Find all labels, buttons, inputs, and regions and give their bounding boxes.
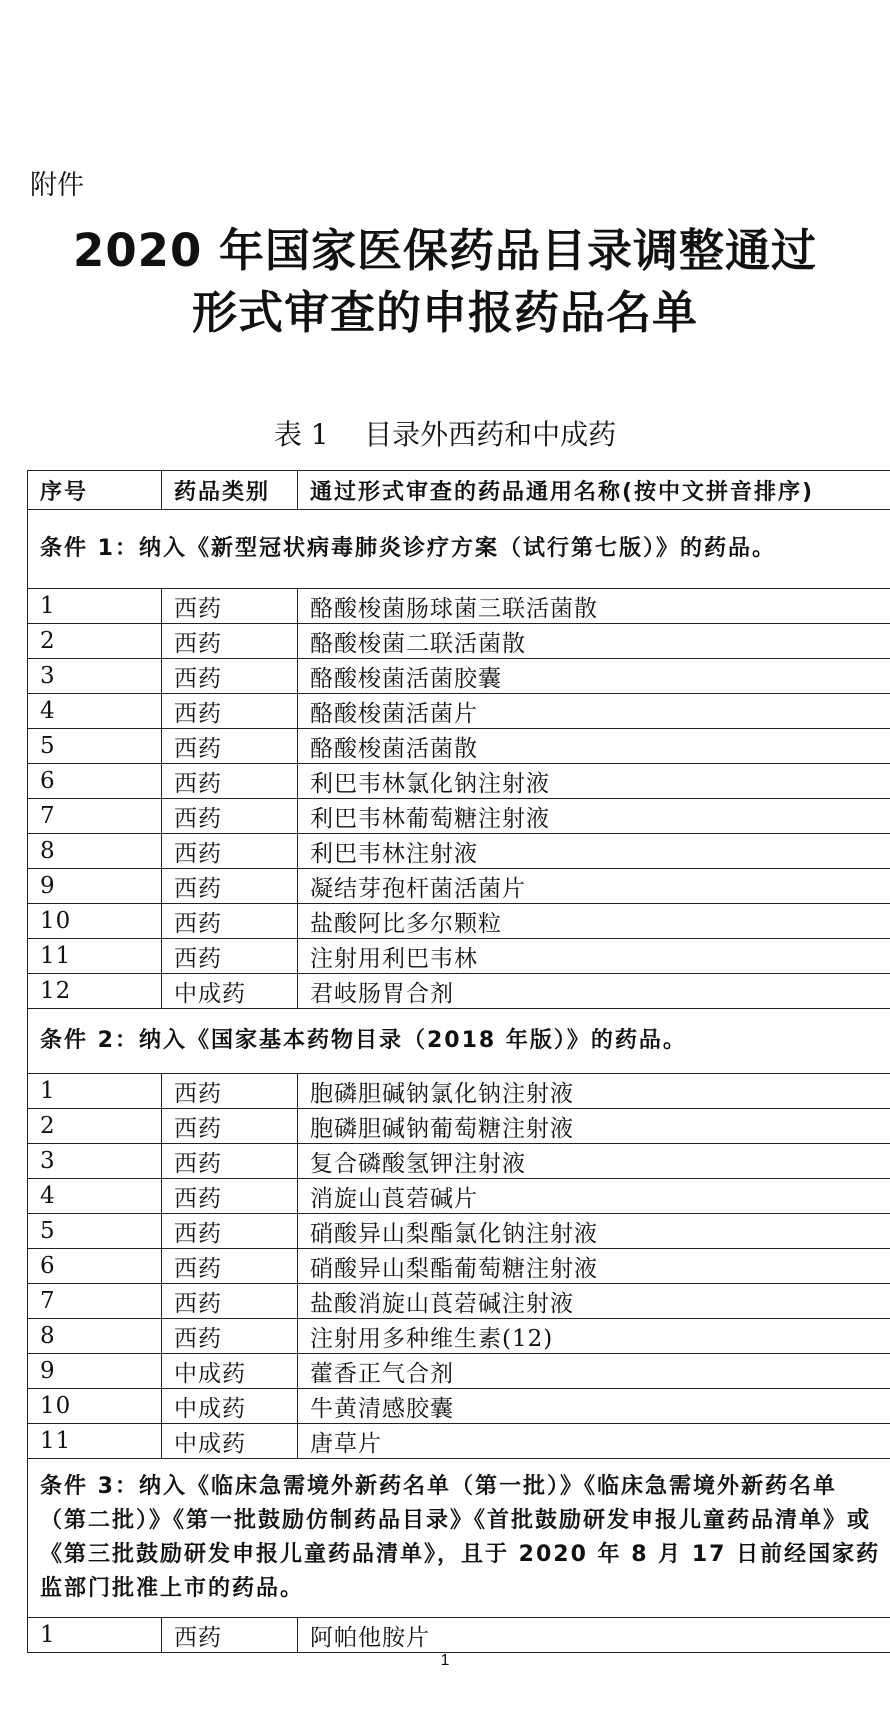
cell-drug-category: 西药 xyxy=(162,589,298,624)
cell-drug-category: 中成药 xyxy=(162,974,298,1009)
cell-drug-name: 唐草片 xyxy=(298,1424,890,1459)
table-row xyxy=(28,1144,890,1179)
cell-drug-category: 西药 xyxy=(162,904,298,939)
header-serial-number: 序号 xyxy=(28,471,162,510)
cell-drug-name: 消旋山莨菪碱片 xyxy=(298,1179,890,1214)
cell-serial-number: 12 xyxy=(28,974,162,1009)
cell-drug-name: 酪酸梭菌活菌片 xyxy=(298,694,890,729)
cell-drug-category: 西药 xyxy=(162,1249,298,1284)
cell-drug-name: 胞磷胆碱钠葡萄糖注射液 xyxy=(298,1109,890,1144)
cell-drug-name: 注射用多种维生素(12) xyxy=(298,1319,890,1354)
cell-serial-number: 9 xyxy=(28,1354,162,1389)
title-line-2: 形式审查的申报药品名单 xyxy=(191,286,698,339)
cell-drug-name: 盐酸消旋山莨菪碱注射液 xyxy=(298,1284,890,1319)
cell-serial-number: 9 xyxy=(28,869,162,904)
table-row xyxy=(28,834,890,869)
condition-2-text: 条件 2：纳入《国家基本药物目录（2018 年版）》的药品。 xyxy=(28,1009,890,1074)
table-row xyxy=(28,1319,890,1354)
cell-serial-number: 2 xyxy=(28,1109,162,1144)
document-title xyxy=(0,220,890,344)
cell-serial-number: 5 xyxy=(28,1214,162,1249)
cell-drug-category: 西药 xyxy=(162,1179,298,1214)
cell-drug-category: 西药 xyxy=(162,764,298,799)
table-caption: 表 1 目录外西药和中成药 xyxy=(273,418,617,451)
page-number: 1 xyxy=(440,1652,450,1669)
cell-drug-name: 君岐肠胃合剂 xyxy=(298,974,890,1009)
condition-3-row xyxy=(28,1459,890,1618)
cell-drug-category: 西药 xyxy=(162,1074,298,1109)
cell-drug-category: 西药 xyxy=(162,1214,298,1249)
table-row xyxy=(28,1179,890,1214)
condition-3-text: 条件 3：纳入《临床急需境外新药名单（第一批）》《临床急需境外新药名单（第二批）》《第一批鼓励仿制药品目录》《首批鼓励研发申报儿童药品清单》或《第三批鼓励研发申报儿童药品清单》，且于 2020 年 8 月 17 日前经国家药监部门批准上市的药品。 xyxy=(28,1459,890,1618)
table-header-row xyxy=(28,471,890,510)
title-line-1: 2020 年国家医保药品目录调整通过 xyxy=(73,224,817,277)
cell-drug-category: 西药 xyxy=(162,1284,298,1319)
header-drug-category: 药品类别 xyxy=(162,471,298,510)
cell-drug-category: 中成药 xyxy=(162,1354,298,1389)
table-row xyxy=(28,1424,890,1459)
cell-drug-name: 利巴韦林葡萄糖注射液 xyxy=(298,799,890,834)
table-row xyxy=(28,624,890,659)
cell-drug-category: 西药 xyxy=(162,869,298,904)
cell-drug-category: 西药 xyxy=(162,729,298,764)
cell-serial-number: 7 xyxy=(28,799,162,834)
condition-1-text: 条件 1：纳入《新型冠状病毒肺炎诊疗方案（试行第七版）》的药品。 xyxy=(28,510,890,589)
cell-drug-category: 西药 xyxy=(162,1144,298,1179)
cell-drug-name: 藿香正气合剂 xyxy=(298,1354,890,1389)
cell-drug-name: 酪酸梭菌肠球菌三联活菌散 xyxy=(298,589,890,624)
cell-serial-number: 1 xyxy=(28,589,162,624)
table-row xyxy=(28,1109,890,1144)
table-row xyxy=(28,1074,890,1109)
table-row xyxy=(28,589,890,624)
cell-serial-number: 10 xyxy=(28,904,162,939)
cell-serial-number: 11 xyxy=(28,1424,162,1459)
drug-list-table xyxy=(27,470,890,1653)
table-row xyxy=(28,939,890,974)
table-row xyxy=(28,1249,890,1284)
cell-drug-name: 酪酸梭菌活菌胶囊 xyxy=(298,659,890,694)
cell-serial-number: 2 xyxy=(28,624,162,659)
cell-drug-name: 注射用利巴韦林 xyxy=(298,939,890,974)
cell-drug-name: 硝酸异山梨酯葡萄糖注射液 xyxy=(298,1249,890,1284)
cell-serial-number: 10 xyxy=(28,1389,162,1424)
table-row xyxy=(28,1618,890,1653)
cell-drug-category: 中成药 xyxy=(162,1389,298,1424)
table-row xyxy=(28,1354,890,1389)
cell-drug-name: 凝结芽孢杆菌活菌片 xyxy=(298,869,890,904)
cell-drug-name: 阿帕他胺片 xyxy=(298,1618,890,1653)
cell-drug-name: 酪酸梭菌二联活菌散 xyxy=(298,624,890,659)
cell-drug-category: 西药 xyxy=(162,939,298,974)
cell-drug-category: 西药 xyxy=(162,799,298,834)
cell-serial-number: 6 xyxy=(28,764,162,799)
cell-drug-name: 酪酸梭菌活菌散 xyxy=(298,729,890,764)
table-row xyxy=(28,1284,890,1319)
table-row xyxy=(28,729,890,764)
cell-drug-category: 西药 xyxy=(162,1618,298,1653)
cell-serial-number: 3 xyxy=(28,1144,162,1179)
cell-drug-name: 盐酸阿比多尔颗粒 xyxy=(298,904,890,939)
cell-drug-name: 利巴韦林注射液 xyxy=(298,834,890,869)
cell-serial-number: 8 xyxy=(28,1319,162,1354)
cell-drug-name: 利巴韦林氯化钠注射液 xyxy=(298,764,890,799)
cell-serial-number: 11 xyxy=(28,939,162,974)
cell-drug-name: 复合磷酸氢钾注射液 xyxy=(298,1144,890,1179)
cell-drug-name: 硝酸异山梨酯氯化钠注射液 xyxy=(298,1214,890,1249)
header-drug-name: 通过形式审查的药品通用名称(按中文拼音排序) xyxy=(298,471,890,510)
cell-drug-name: 胞磷胆碱钠氯化钠注射液 xyxy=(298,1074,890,1109)
condition-1-row xyxy=(28,510,890,589)
cell-serial-number: 3 xyxy=(28,659,162,694)
cell-drug-category: 中成药 xyxy=(162,1424,298,1459)
cell-serial-number: 1 xyxy=(28,1074,162,1109)
cell-drug-category: 西药 xyxy=(162,624,298,659)
cell-drug-category: 西药 xyxy=(162,694,298,729)
cell-drug-name: 牛黄清感胶囊 xyxy=(298,1389,890,1424)
cell-serial-number: 4 xyxy=(28,1179,162,1214)
cell-drug-category: 西药 xyxy=(162,1109,298,1144)
condition-2-row xyxy=(28,1009,890,1074)
table-row xyxy=(28,659,890,694)
cell-serial-number: 7 xyxy=(28,1284,162,1319)
cell-serial-number: 4 xyxy=(28,694,162,729)
cell-serial-number: 1 xyxy=(28,1618,162,1653)
table-row xyxy=(28,869,890,904)
table-row xyxy=(28,904,890,939)
cell-drug-category: 西药 xyxy=(162,834,298,869)
cell-drug-category: 西药 xyxy=(162,1319,298,1354)
table-row xyxy=(28,1389,890,1424)
table-row xyxy=(28,1214,890,1249)
table-row xyxy=(28,764,890,799)
cell-serial-number: 8 xyxy=(28,834,162,869)
table-row xyxy=(28,799,890,834)
annex-label: 附件 xyxy=(30,170,84,201)
cell-serial-number: 5 xyxy=(28,729,162,764)
table-row xyxy=(28,974,890,1009)
table-row xyxy=(28,694,890,729)
cell-drug-category: 西药 xyxy=(162,659,298,694)
cell-serial-number: 6 xyxy=(28,1249,162,1284)
